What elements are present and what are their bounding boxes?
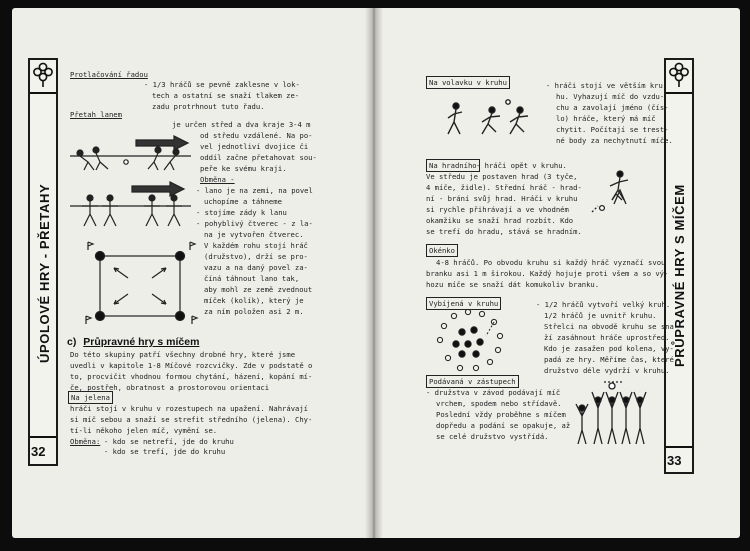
right-page-number: 33 (667, 453, 682, 468)
text-line: si rychle přihrávají a ve vhodném (426, 205, 569, 214)
rope-pull-illustration-top (66, 126, 196, 174)
obmena-text (196, 185, 313, 317)
text-line: si míč sebou a snaží se strefit středního (jelena). Chy- (70, 415, 313, 424)
text-line: - družstva v závod podávají míč (426, 388, 561, 397)
left-band-title: ÚPOLOVÉ HRY - PŘETAHY (37, 183, 52, 363)
text-line: - kdo se trefí, jde do kruhu (104, 447, 226, 456)
text-line: 4-8 hráčů. Po obvodu kruhu si každý hráč vyznačí svou (436, 258, 666, 267)
na-jelena-title: Na jelena (68, 391, 113, 404)
section-heading (67, 336, 199, 348)
obmena-label: Obměna - (200, 175, 235, 184)
text-line: se trefí do hradu, stává se hradním. (426, 227, 582, 236)
text-line: na je vytvořen čtverec. (204, 230, 304, 239)
text-line: (družstvo), drží se pro- (204, 252, 308, 261)
vybijena-title: Vybíjená v kruhu (426, 297, 501, 310)
text-line: to, procvičit vhodnou formou chytání, házení, kopání mí- (70, 372, 313, 381)
text-line: tí-li někoho jelen míč, vymění se. (70, 426, 218, 435)
text-line: chytit. Počítají se trest- (556, 125, 669, 134)
text-line: je určen střed a dva kraje 3-4 m (172, 120, 311, 129)
text-line: družstvo déle vydrží v kruhu. (544, 366, 670, 375)
protlacovani-title: Protlačování řadou (70, 70, 148, 79)
podavana-title: Podávaná v zástupech (426, 375, 519, 388)
text-line: číná táhnout lano tak, (204, 274, 300, 283)
text-line: 1/2 hráčů je uvnitř kruhu. (544, 311, 657, 320)
text-line: 4 míče, židle). Střední hráč - hrad- (426, 183, 582, 192)
rope-pull-illustration-bottom (66, 180, 196, 230)
text-line: hozu míče se snaží dát komukoliv branku. (426, 280, 600, 289)
moving-square-diagram (82, 240, 198, 330)
text-line: se celé družstvo vystřídá. (436, 432, 549, 441)
text-line: vel jednotliví dvojice či (200, 142, 309, 151)
flower-emblem-icon (32, 62, 54, 88)
pretah-title: Přetah lanem (70, 110, 122, 119)
text-line: - 1/2 hráčů vytvoří velký kruh. (536, 300, 671, 309)
na-hradniho-text (426, 171, 582, 237)
right-band-title: PRŮPRAVNÉ HRY S MÍČEM (672, 184, 687, 367)
relay-line-illustration (574, 378, 654, 448)
podavana-text (426, 387, 570, 442)
text-line: né body za nechytnutí míče. (556, 136, 673, 145)
text-line: aby mohl ze země zvednout (204, 285, 313, 294)
text-line: V každém rohu stojí hráč (204, 241, 308, 250)
text-line: ží zasáhnout hráče uprostřed. (544, 333, 670, 342)
text-line: padá ze hry. Měříme čas, které (544, 355, 674, 364)
section-prefix: c) (67, 336, 77, 348)
left-page-number: 32 (31, 444, 46, 459)
text-line: hu. Vyhazují míč do vzdu- (556, 92, 665, 101)
okenko-text (426, 257, 668, 290)
text-line: vrchem, spodem nebo střídavě. (436, 399, 562, 408)
obmena2-label: Obměna: (70, 437, 101, 446)
na-hradniho-title: Na hradního (426, 159, 480, 172)
protlacovani-text (144, 79, 300, 112)
band-divider (30, 436, 56, 438)
text-line: tech a ostatní se snaží tlakem ze- (152, 91, 300, 100)
castle-defender-illustration (590, 168, 654, 216)
text-line: ní - brání svůj hrad. Hráči v kruhu (426, 194, 578, 203)
text-line: - 1/3 hráčů se pevně zaklesne v lok- (144, 80, 300, 89)
text-line: vazu a na daný povel za- (204, 263, 308, 272)
dodgeball-circle-diagram (430, 308, 512, 372)
text-line: Kdo je zasažen pod kolena, vy- (544, 344, 674, 353)
text-line: od středu vzdálené. Na po- (200, 131, 313, 140)
text-line: oddíl začne přetahovat sou- (200, 153, 317, 162)
okenko-title: Okénko (426, 244, 458, 257)
text-line: zadu protrhnout tuto řadu. (152, 102, 265, 111)
text-line: - hráči stojí ve větším kru- (546, 81, 668, 90)
na-jelena-text (70, 403, 312, 436)
band-divider (30, 92, 56, 94)
text-line: lo) hráče, který má míč (556, 114, 656, 123)
running-players-illustration (444, 100, 544, 148)
text-line: Ve středu je postaven hrad (3 tyče, (426, 172, 578, 181)
na-volavku-title: Na volavku v kruhu (426, 76, 510, 89)
text-line: - pohyblivý čtverec - z la- (196, 219, 313, 228)
section-text (70, 349, 312, 393)
vybijena-text (536, 299, 678, 376)
text-line: uvedli v kapitole 1-8 Míčové rozcvičky. Zde v podstatě o (70, 361, 313, 370)
section-title: Průpravné hry s míčem (83, 336, 200, 348)
text-line: míček (kolík), který je (204, 296, 304, 305)
text-line: branku asi 1 m širokou. Každý hojuje proti všem a so vý- (426, 269, 669, 278)
text-line: Poslední vždy proběhne s míčem (436, 410, 566, 419)
text-line: - stojíme zády k lanu (196, 208, 287, 217)
text-line: uchopíme a táhneme (204, 197, 282, 206)
text-line: Do této skupiny patří všechny drobné hry, které jsme (70, 350, 296, 359)
text-line: dopředu a podání se opakuje, až (436, 421, 571, 430)
text-line: - hráči opět v kruhu. (476, 161, 567, 170)
band-divider (666, 446, 692, 448)
text-line: če, postřeh, obratnost a prostorovou orientaci (70, 383, 270, 392)
text-line: chu a zavolají jméno (čís- (556, 103, 669, 112)
na-volavku-text (546, 80, 673, 146)
text-line: okamžiku se snaží hrad rozbít. Kdo (426, 216, 574, 225)
text-line: hráči stojí v kruhu v rozestupech na upažení. Nahrávají (70, 404, 308, 413)
text-line: - lano je na zemi, na povel (196, 186, 313, 195)
text-line: Střelci na obvodě kruhu se sna- (544, 322, 679, 331)
book-spine (365, 8, 383, 538)
text-line: peře ke svému kraji. (200, 164, 287, 173)
text-line: - kdo se netrefí, jde do kruhu (104, 437, 234, 446)
text-line: za ním položen asi 2 m. (204, 307, 304, 316)
